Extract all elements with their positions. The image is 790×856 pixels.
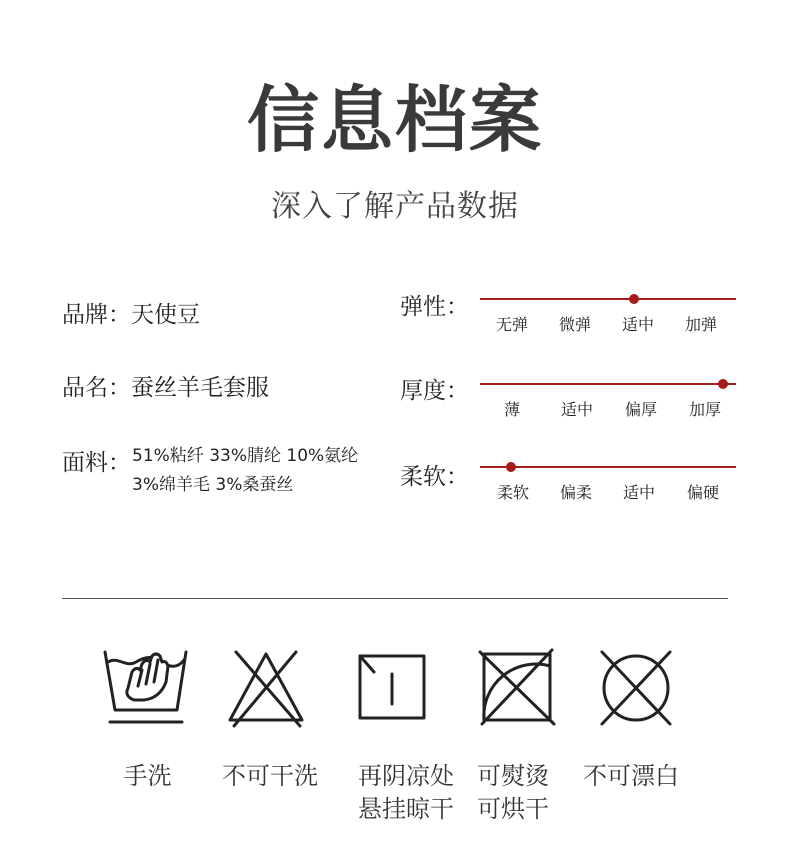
scale-tick: 微弹 [558, 315, 592, 334]
scale-tick: 适中 [560, 400, 594, 419]
brand-label: 品牌： [62, 302, 131, 328]
scale-line [480, 298, 736, 300]
care-label-line: 不可干洗 [222, 762, 318, 790]
product-name-row [62, 377, 269, 400]
scale-tick: 偏硬 [686, 483, 720, 502]
scale-line [480, 383, 736, 385]
elasticity-label: 弹性： [400, 294, 469, 320]
brand-row [62, 304, 200, 327]
care-label-iron-dry [477, 760, 569, 826]
fabric-label: 面料： [62, 450, 131, 476]
scale-tick: 加弹 [684, 315, 718, 334]
softness-label: 柔软： [400, 464, 469, 490]
no-bleach-icon [598, 648, 688, 728]
scale-tick: 薄 [503, 400, 521, 419]
page-subtitle: 深入了解产品数据 [271, 189, 519, 224]
scale-tick: 适中 [621, 315, 655, 334]
brand-value: 天使豆 [131, 302, 200, 328]
fabric-line-1: 51%粘纤 33%腈纶 10%氨纶 [132, 446, 359, 466]
scale-marker [718, 379, 728, 389]
care-label-line: 可熨烫 [477, 762, 549, 790]
thickness-label: 厚度： [400, 378, 469, 404]
fabric-line-2: 3%绵羊毛 3%桑蚕丝 [132, 475, 294, 495]
thickness-scale [480, 383, 736, 423]
page-title: 信息档案 [246, 78, 543, 162]
section-divider [62, 598, 728, 599]
product-name-label: 品名： [62, 375, 131, 401]
scale-marker [629, 294, 639, 304]
tumble-dry-cross-icon [478, 648, 568, 728]
softness-scale [480, 466, 736, 506]
scale-tick: 柔软 [496, 483, 530, 502]
scale-tick: 偏柔 [559, 483, 593, 502]
scale-tick: 无弹 [495, 315, 529, 334]
care-label-line: 再阴凉处 [358, 762, 454, 790]
care-label-no-bleach [572, 760, 690, 793]
scale-tick: 适中 [622, 483, 656, 502]
care-label-no-dry-clean [205, 760, 335, 793]
care-label-line: 悬挂晾干 [358, 795, 454, 823]
line-dry-shade-icon [354, 648, 444, 728]
no-dry-clean-triangle-icon [226, 648, 316, 728]
elasticity-scale [480, 298, 736, 338]
scale-tick: 加厚 [688, 400, 722, 419]
hand-wash-icon [102, 648, 192, 728]
scale-tick: 偏厚 [624, 400, 658, 419]
scale-marker [506, 462, 516, 472]
product-name-value: 蚕丝羊毛套服 [131, 375, 269, 401]
care-label-hand-wash [100, 760, 195, 793]
scale-line [480, 466, 736, 468]
care-label-line-dry [345, 760, 467, 826]
care-label-line: 手洗 [123, 762, 172, 790]
care-label-line: 可烘干 [477, 795, 549, 823]
care-label-line: 不可漂白 [583, 762, 679, 790]
